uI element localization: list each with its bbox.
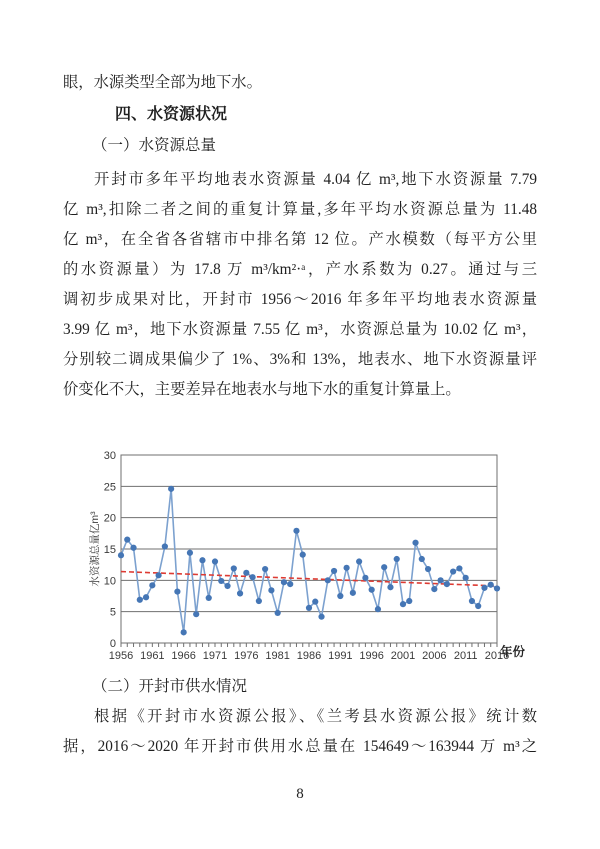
data-point xyxy=(212,558,218,564)
data-point xyxy=(431,586,437,592)
data-point xyxy=(156,572,162,578)
data-point xyxy=(394,556,400,562)
y-tick-label: 10 xyxy=(103,575,116,588)
data-point xyxy=(400,601,406,607)
para1-line: 的水资源量）为 17.8 万 m³/km²·ᵃ，产水系数为 0.27。通过与三 xyxy=(63,261,537,278)
data-point xyxy=(162,543,168,549)
para2-line: 据，2016～2020 年开封市供用水总量在 154649～163944 万 m³之 xyxy=(63,738,537,755)
data-point xyxy=(463,575,469,581)
data-point xyxy=(293,528,299,534)
data-point xyxy=(331,568,337,574)
data-point xyxy=(287,581,293,587)
data-point xyxy=(181,629,187,635)
y-tick-label: 15 xyxy=(103,544,116,556)
data-point xyxy=(325,577,331,583)
para1-line: 开封市多年平均地表水资源量 4.04 亿 m³,地下水资源量 7.79 xyxy=(94,171,537,188)
data-point xyxy=(262,566,268,572)
data-point xyxy=(256,598,262,604)
data-point xyxy=(281,579,287,585)
data-point xyxy=(488,582,494,588)
subsection-1-heading: （一）水资源总量 xyxy=(92,137,217,154)
y-tick-label: 5 xyxy=(109,606,116,619)
data-point xyxy=(130,545,136,551)
data-point xyxy=(306,605,312,611)
page-number: 8 xyxy=(296,786,304,802)
data-point xyxy=(300,552,306,558)
data-point xyxy=(356,558,362,564)
section-heading: 四、水资源状况 xyxy=(115,106,228,123)
data-point xyxy=(268,587,274,593)
para1-line: 分别较二调成果偏少了 1%、3%和 13%，地表水、地下水资源量评 xyxy=(63,351,537,368)
data-point xyxy=(143,594,149,600)
x-tick-label: 2006 xyxy=(422,650,447,662)
x-tick-label: 1956 xyxy=(108,650,134,662)
data-point xyxy=(193,611,199,617)
data-point xyxy=(375,606,381,612)
y-tick-label: 25 xyxy=(103,481,116,494)
y-tick-label: 20 xyxy=(103,512,116,525)
data-point xyxy=(369,587,375,593)
x-tick-label: 1991 xyxy=(328,650,353,662)
data-point xyxy=(469,598,475,604)
x-tick-label: 2016 xyxy=(484,650,510,662)
y-tick-label: 0 xyxy=(109,638,116,650)
data-point xyxy=(438,577,444,583)
para1-line: 亿 m³，在全省各省辖市中排名第 12 位。产水模数（每平方公里 xyxy=(63,231,537,248)
data-point xyxy=(481,585,487,591)
data-point xyxy=(312,599,318,605)
data-point xyxy=(350,590,356,596)
data-point xyxy=(406,598,412,604)
y-tick-label: 30 xyxy=(103,450,116,462)
data-point xyxy=(419,556,425,562)
data-point xyxy=(381,564,387,570)
para1-line: 调初步成果对比，开封市 1956～2016 年多年平均地表水资源量 xyxy=(63,291,537,308)
x-axis-title: 年份 xyxy=(500,645,526,659)
data-point xyxy=(456,565,462,571)
data-point xyxy=(362,575,368,581)
data-point xyxy=(124,537,130,543)
data-point xyxy=(318,614,324,620)
data-point xyxy=(275,610,281,616)
para1-line: 亿 m³,扣除二者之间的重复计算量,多年平均水资源总量为 11.48 xyxy=(63,201,537,218)
data-point xyxy=(206,595,212,601)
data-point xyxy=(137,597,143,603)
data-point xyxy=(450,568,456,574)
data-point xyxy=(250,574,256,580)
data-point xyxy=(168,486,174,492)
para2-line: 根据《开封市水资源公报》、《兰考县水资源公报》统计数 xyxy=(94,708,537,725)
chart-canvas xyxy=(85,447,545,672)
paragraph-continuation: 眼，水源类型全部为地下水。 xyxy=(63,74,262,91)
water-resources-chart xyxy=(85,447,545,672)
x-tick-label: 1981 xyxy=(265,650,290,662)
subsection-2-heading: （二）开封市供水情况 xyxy=(92,678,248,695)
x-tick-label: 2001 xyxy=(390,650,416,662)
x-tick-label: 1961 xyxy=(140,650,165,662)
data-point xyxy=(344,565,350,571)
data-point xyxy=(231,565,237,571)
data-point xyxy=(174,589,180,595)
data-point xyxy=(149,582,155,588)
x-tick-label: 1966 xyxy=(171,650,196,662)
x-tick-label: 1971 xyxy=(202,650,228,662)
para1-line: 价变化不大，主要差异在地表水与地下水的重复计算量上。 xyxy=(63,381,461,398)
x-tick-label: 1996 xyxy=(359,650,384,662)
data-point xyxy=(494,585,500,591)
data-point xyxy=(337,593,343,599)
data-point xyxy=(412,540,418,546)
x-tick-label: 1976 xyxy=(234,650,259,662)
data-point xyxy=(118,552,124,558)
data-point xyxy=(425,566,431,572)
data-point xyxy=(475,603,481,609)
data-point xyxy=(187,550,193,556)
data-point xyxy=(218,578,224,584)
data-point xyxy=(444,581,450,587)
x-tick-label: 1986 xyxy=(296,650,322,662)
data-point xyxy=(243,570,249,576)
data-point xyxy=(224,583,230,589)
data-point xyxy=(237,590,243,596)
data-point xyxy=(199,557,205,563)
data-point xyxy=(387,584,393,590)
y-axis-title: 水资源总量亿m³ xyxy=(89,511,101,587)
x-tick-label: 2011 xyxy=(453,650,478,662)
para1-line: 3.99 亿 m³，地下水资源量 7.55 亿 m³，水资源总量为 10.02 亿 m³， xyxy=(63,321,537,338)
